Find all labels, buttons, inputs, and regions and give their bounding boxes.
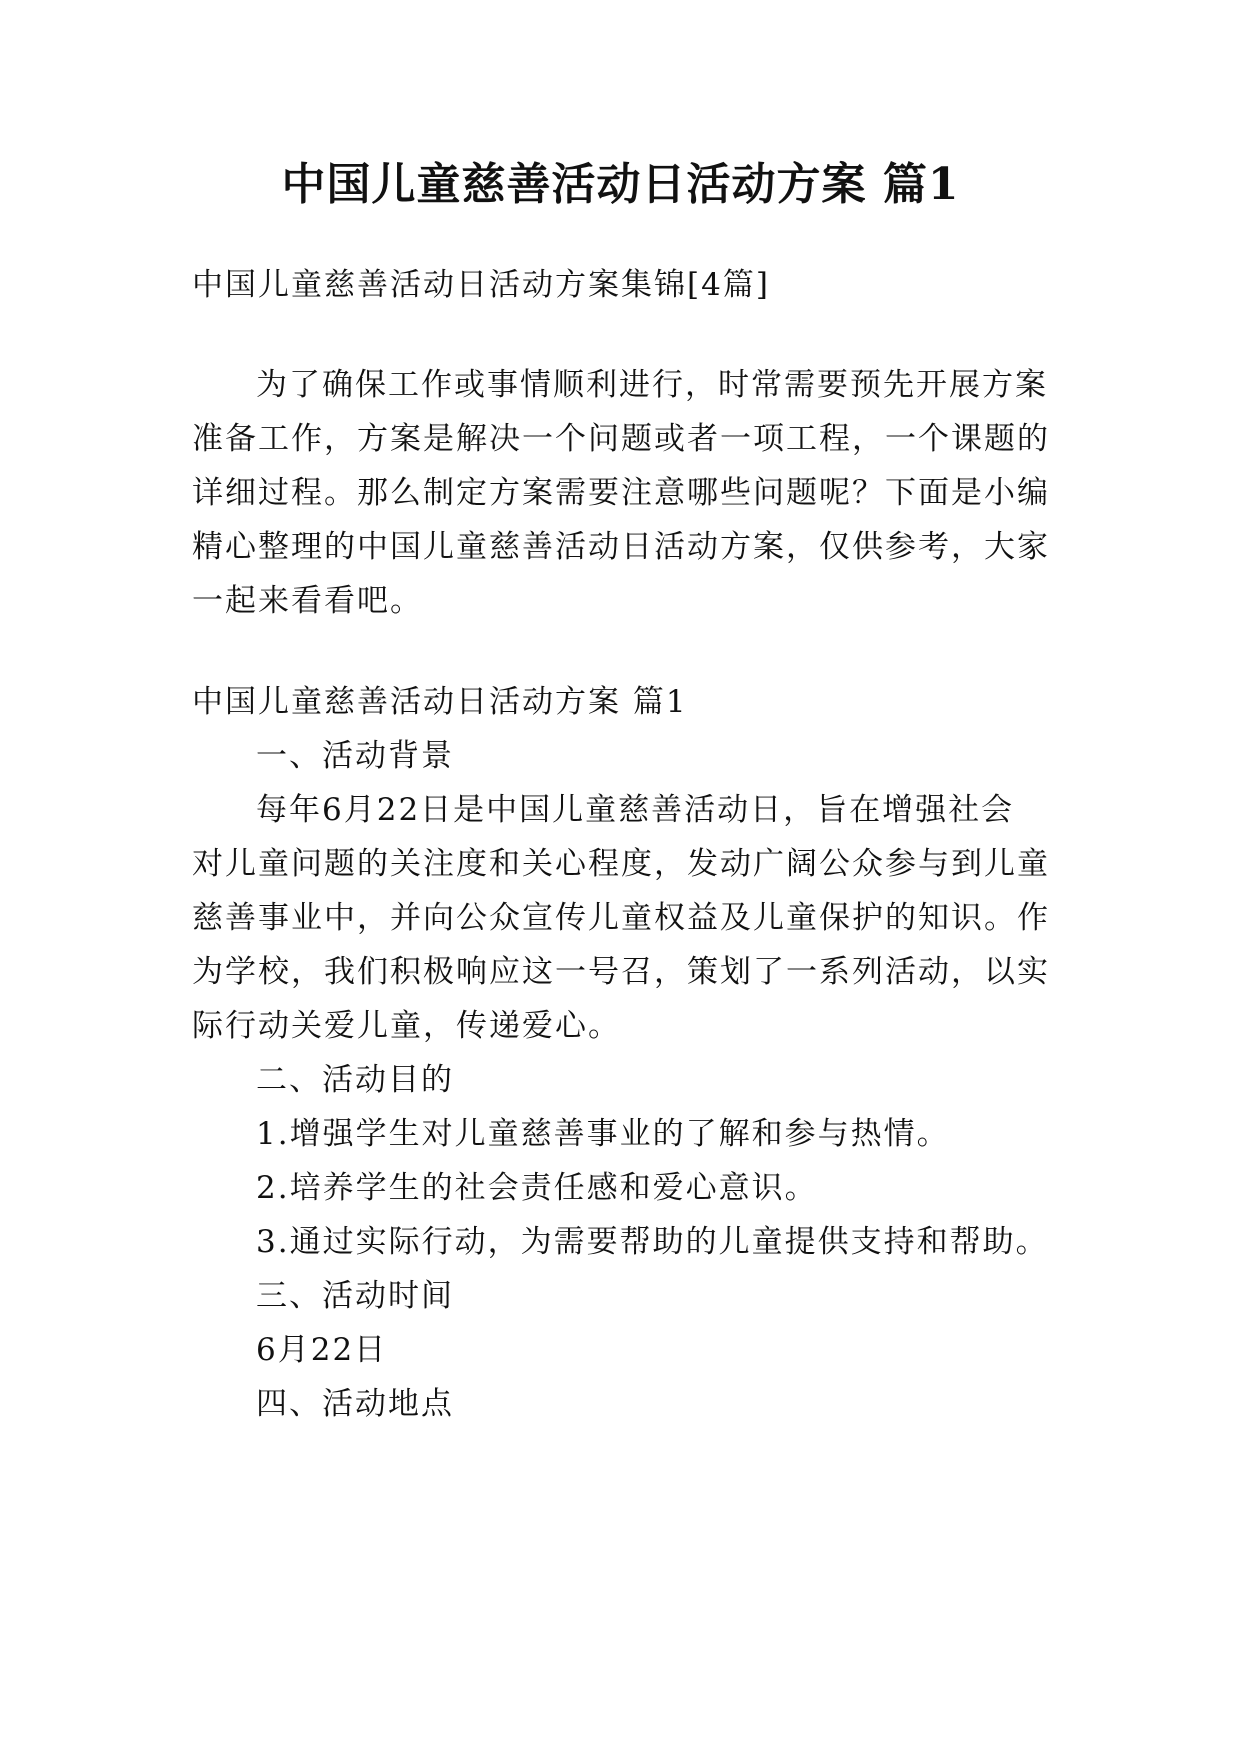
- section-2-item: 1.增强学生对儿童慈善事业的了解和参与热情。: [256, 1116, 950, 1152]
- intro-line: 一起来看看吧。: [192, 583, 423, 619]
- intro-line: 精心整理的中国儿童慈善活动日活动方案，仅供参考，大家: [192, 529, 1050, 565]
- section-2-item: 2.培养学生的社会责任感和爱心意识。: [256, 1170, 818, 1206]
- section-3-value: 6月22日: [256, 1332, 388, 1368]
- intro-line: 详细过程。那么制定方案需要注意哪些问题呢？下面是小编: [192, 475, 1050, 511]
- section-1-heading: 一、活动背景: [256, 738, 454, 774]
- document-title: 中国儿童慈善活动日活动方案 篇1: [281, 159, 960, 210]
- intro-line: 为了确保工作或事情顺利进行，时常需要预先开展方案: [256, 367, 1048, 403]
- section-1-line: 为学校，我们积极响应这一号召，策划了一系列活动，以实: [192, 954, 1050, 990]
- section-4-heading: 四、活动地点: [256, 1386, 454, 1422]
- section-1-line: 慈善事业中，并向公众宣传儿童权益及儿童保护的知识。作: [192, 900, 1050, 936]
- section-heading: 中国儿童慈善活动日活动方案 篇1: [192, 684, 688, 720]
- section-3-heading: 三、活动时间: [256, 1278, 454, 1314]
- collection-heading: 中国儿童慈善活动日活动方案集锦[4篇]: [192, 267, 770, 303]
- section-2-heading: 二、活动目的: [256, 1062, 454, 1098]
- intro-line: 准备工作，方案是解决一个问题或者一项工程，一个课题的: [192, 421, 1050, 457]
- section-1-line: 每年6月22日是中国儿童慈善活动日，旨在增强社会: [256, 792, 1015, 828]
- section-1-line: 际行动关爱儿童，传递爱心。: [192, 1008, 621, 1044]
- section-1-line: 对儿童问题的关注度和关心程度，发动广阔公众参与到儿童: [192, 846, 1050, 882]
- section-2-item: 3.通过实际行动，为需要帮助的儿童提供支持和帮助。: [256, 1224, 1049, 1260]
